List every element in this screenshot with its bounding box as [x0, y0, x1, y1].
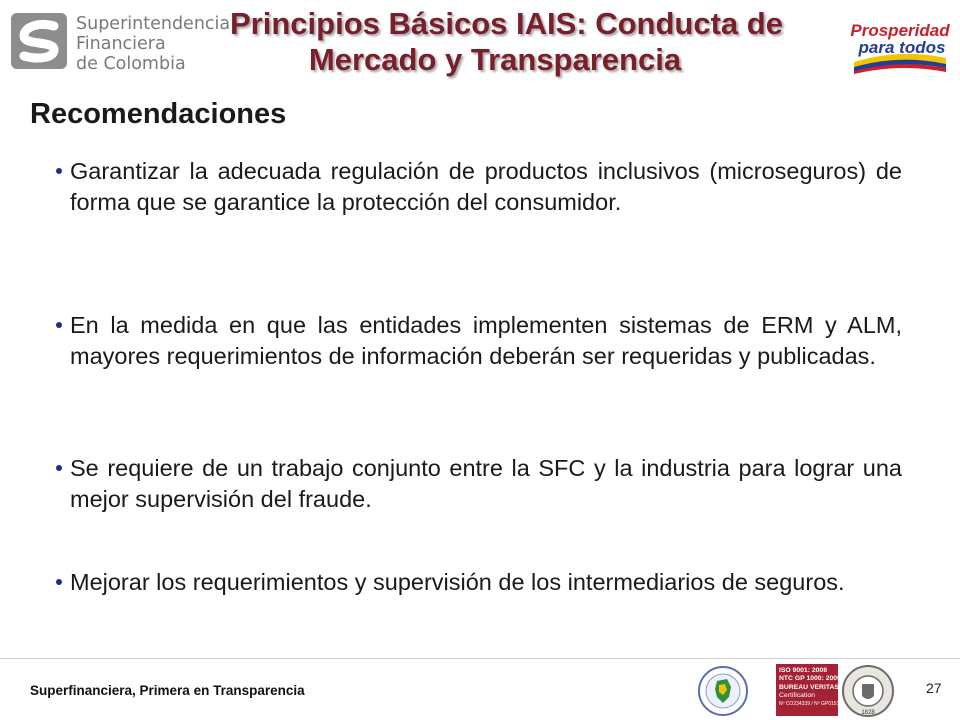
bullet-text: Se requiere de un trabajo conjunto entre la SFC y la industria para lograr una mejor supervisión del fraude.: [70, 455, 902, 512]
bv-year: 1828: [861, 710, 875, 716]
iso-line-2: NTC GP 1000: 2009: [779, 675, 841, 683]
bullet-dot-icon: [56, 579, 62, 585]
sfc-logo-text: [76, 14, 246, 74]
bullet-dot-icon: [56, 168, 62, 174]
title-line-1: Principios Básicos IAIS: Conducta de: [230, 6, 783, 41]
bullet-text: Garantizar la adecuada regulación de productos inclusivos (microseguros) de forma que se garantice la protección del consumidor.: [70, 158, 902, 215]
colombia-certification-seal-icon: [697, 665, 749, 717]
bullet-dot-icon: [56, 465, 62, 471]
prosperidad-line-2: para todos: [858, 38, 946, 57]
iso-line-1: ISO 9001: 2008: [779, 667, 827, 674]
org-line-1: Superintendencia: [76, 14, 231, 34]
slide-title: [230, 6, 783, 78]
prosperidad-logo: [850, 12, 950, 74]
org-line-3: de Colombia: [76, 54, 186, 74]
iso-line-4: Certification: [779, 691, 815, 699]
bullet-text: En la medida en que las entidades implementen sistemas de ERM y ALM, mayores requerimientos de información deberán ser requeridas y publicadas.: [70, 312, 902, 369]
iso-line-3: BUREAU VERITAS: [779, 683, 839, 691]
iso-certification-badge: [776, 664, 841, 716]
bullet-dot-icon: [56, 322, 62, 328]
bullet-text: Mejorar los requerimientos y supervisión de los intermediarios de seguros.: [70, 569, 845, 595]
iso-line-5: Nº CO234339 / Nº GP0151: [779, 701, 840, 708]
bureau-veritas-seal-icon: [842, 664, 894, 718]
prosperidad-line-1: Prosperidad: [850, 21, 950, 40]
org-line-2: Financiera: [76, 34, 166, 54]
bullet-item: [50, 453, 902, 515]
section-heading: Recomendaciones: [30, 98, 287, 130]
bullet-item: [50, 310, 902, 372]
footer-tagline: Superfinanciera, Primera en Transparencia: [30, 683, 305, 698]
bullet-item: [50, 156, 902, 218]
sfc-logo: [10, 12, 240, 74]
bullet-item: [50, 567, 902, 598]
title-line-2: Mercado y Transparencia: [308, 42, 682, 77]
sfc-logo-mark-icon: [10, 12, 68, 70]
footer-divider: [0, 658, 960, 659]
page-number: 27: [926, 680, 942, 696]
